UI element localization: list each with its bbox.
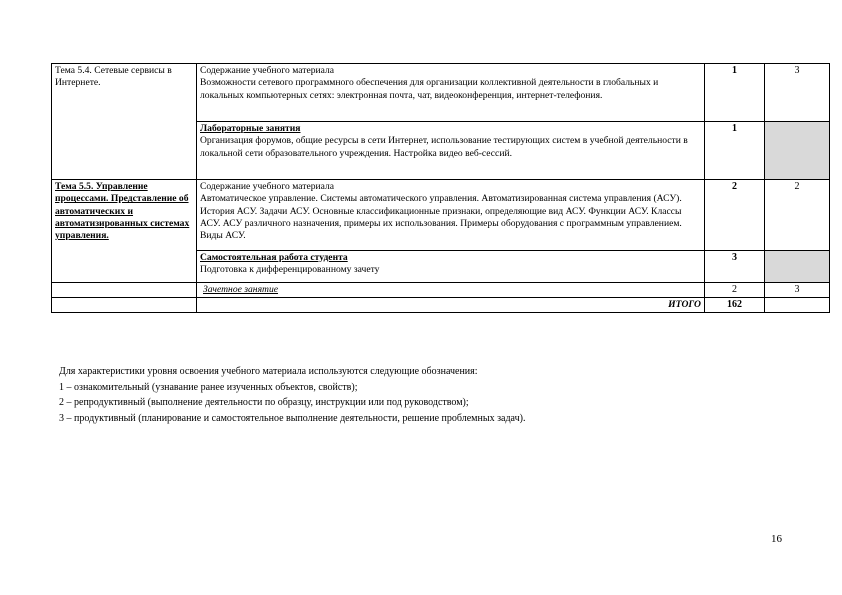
hours-value: 1 [705,122,765,180]
credit-level: 3 [765,283,830,298]
lab-text: Организация форумов, общие ресурсы в сети Интернет, использование тестирующих систем в учебной деятельности в локальной сети образовательного учреждения. Настройка видео веб-сессий. [200,135,688,159]
hours-value: 3 [705,251,765,283]
level-legend [59,364,819,426]
curriculum-table [51,63,830,313]
content-text: Возможности сетевого программного обеспечения для организации коллективной деятельности в глобальных и локальных компьютерных сетях: электронная почта, чат, видеоконференция, интернет-телефония. [200,77,659,101]
content-heading: Содержание учебного материала [200,181,335,192]
level-value: 3 [765,64,830,122]
content-text: Автоматическое управление. Системы автоматического управления. Автоматизированная система управления (АСУ). История АСУ. Задачи АСУ. Основные классификационные признаки, определяющие вид АСУ. Функции АСУ. Классы АСУ. АСУ различного назначения, примеры их использования. Примеры оборудования с программным управлением. Виды АСУ. [200,193,682,242]
shaded-cell [765,122,830,180]
empty-cell [52,283,197,298]
table-row [52,180,830,251]
table-row [52,283,830,298]
shaded-cell [765,251,830,283]
topic-5-5-title: Тема 5.5. Управление процессами. Представление об автоматических и автоматизированных системах управления. [52,180,197,283]
credit-hours: 2 [705,283,765,298]
legend-level-3: 3 – продуктивный (планирование и самостоятельное выполнение деятельности, решение проблемных задач). [59,412,526,424]
empty-cell [765,298,830,313]
hours-value: 2 [705,180,765,251]
topic-5-5-content-cell [197,180,705,251]
legend-level-2: 2 – репродуктивный (выполнение деятельности по образцу, инструкции или под руководством); [59,397,469,408]
content-heading: Содержание учебного материала [200,65,335,76]
page-number: 16 [771,533,782,545]
topic-5-5-self-cell [197,251,705,283]
total-hours: 162 [705,298,765,313]
topic-5-4-lab-cell [197,122,705,180]
self-work-heading: Самостоятельная работа студента [200,252,348,263]
legend-level-1: 1 – ознакомительный (узнавание ранее изученных объектов, свойств); [59,381,358,393]
self-work-text: Подготовка к дифференцированному зачету [200,264,380,276]
legend-intro: Для характеристики уровня освоения учебного материала используются следующие обозначения: [59,366,478,377]
empty-cell [52,298,197,313]
topic-5-4-title: Тема 5.4. Сетевые сервисы в Интернете. [52,64,197,180]
credit-label: Зачетное занятие [197,283,705,298]
level-value: 2 [765,180,830,251]
table-row [52,298,830,313]
lab-heading: Лабораторные занятия [200,123,301,134]
total-label: ИТОГО [197,298,705,313]
table-row [52,64,830,122]
hours-value: 1 [705,64,765,122]
topic-5-4-content-cell [197,64,705,122]
